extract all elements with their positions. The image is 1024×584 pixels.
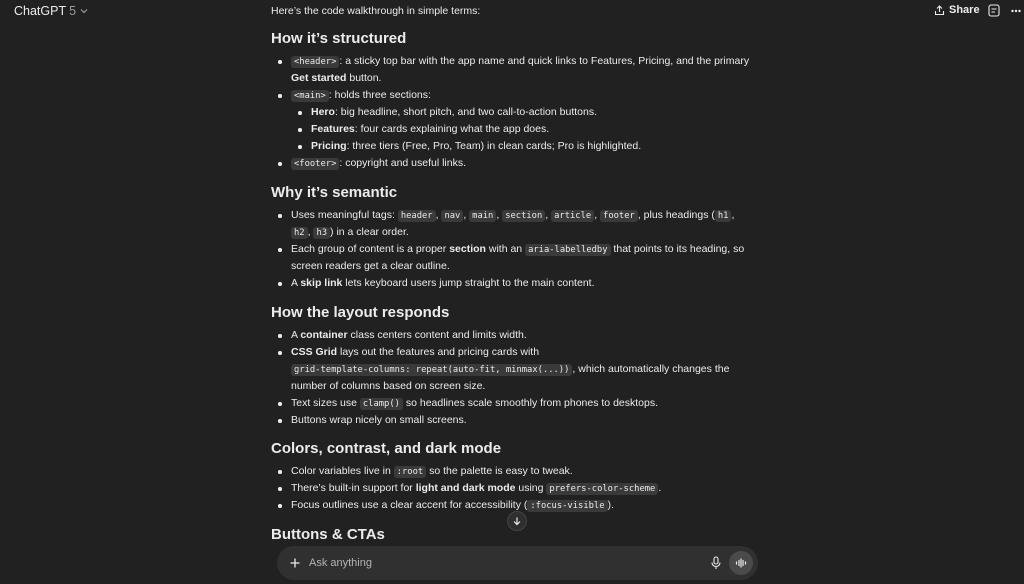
arrow-down-icon [512, 516, 522, 526]
inline-code: prefers-color-scheme [546, 483, 658, 495]
list-item [291, 53, 749, 71]
inline-code: <header> [291, 56, 339, 68]
inline-code: clamp() [360, 398, 403, 410]
list-item [291, 395, 658, 413]
inline-code: h3 [313, 227, 330, 239]
inline-code: section [502, 210, 545, 222]
chevron-down-icon [79, 6, 89, 16]
list-item [291, 241, 744, 259]
text: . [658, 482, 662, 494]
list-item-continuation: h2 , h3 ) in a clear order. [291, 224, 409, 242]
share-button[interactable] [934, 4, 980, 16]
sub-list-item [311, 121, 549, 138]
text: : a sticky top bar with the app name and quick links to Features, Pricing, and the primary [339, 55, 750, 67]
sub-list-item [311, 104, 597, 121]
list-item-continuation: number of columns based on screen size. [291, 380, 486, 392]
composer-input[interactable] [309, 554, 689, 572]
text: lays out the features and pricing cards with [337, 346, 540, 358]
list-item-continuation [291, 70, 381, 87]
text: lets keyboard users jump straight to the main content. [342, 277, 595, 289]
composer [277, 546, 758, 580]
list-item [291, 327, 527, 344]
text: : four cards explaining what the app does. [354, 123, 550, 135]
inline-code: nav [441, 210, 463, 222]
more-icon[interactable] [1011, 9, 1021, 13]
text: with an [485, 243, 526, 255]
list-item [291, 497, 614, 515]
text: class centers content and limits width. [347, 329, 527, 341]
scroll-to-bottom-button[interactable] [507, 511, 527, 531]
notes-icon[interactable] [988, 4, 1000, 17]
text: A [291, 277, 301, 289]
inline-code: <main> [291, 90, 329, 102]
voice-icon [735, 558, 747, 568]
text: There’s built-in support for [291, 482, 416, 494]
share-icon [934, 5, 945, 16]
inline-code: h1 [715, 210, 732, 222]
text: ). [607, 499, 614, 511]
share-label: Share [949, 4, 980, 16]
inline-code: aria-labelledby [525, 244, 610, 256]
intro-text: Here’s the code walkthrough in simple terms: [271, 5, 481, 17]
text: A [291, 329, 301, 341]
text: using [515, 482, 547, 494]
inline-code: main [469, 210, 496, 222]
text: : copyright and useful links. [339, 157, 467, 169]
bold-text: container [300, 329, 348, 341]
heading-structure: How it’s structured [271, 30, 407, 47]
text: so headlines scale smoothly from phones to desktops. [402, 397, 659, 409]
text: , which automatically changes the [572, 363, 730, 375]
list-item [291, 155, 466, 173]
bold-text: Pricing [311, 140, 347, 152]
text: Each group of content is a proper [291, 243, 450, 255]
bold-text: CSS Grid [291, 346, 338, 358]
heading-buttons: Buttons & CTAs [271, 526, 385, 543]
bold-text: Hero [311, 106, 335, 118]
list-item-continuation: screen readers get a clear outline. [291, 260, 450, 272]
bold-text: Get started [291, 72, 347, 84]
text: that points to its heading, so [610, 243, 745, 255]
inline-code: footer [600, 210, 638, 222]
heading-colors: Colors, contrast, and dark mode [271, 440, 502, 457]
inline-code: :focus-visible [527, 500, 607, 512]
inline-code: <footer> [291, 158, 339, 170]
model-version: 5 [69, 4, 77, 18]
plus-icon[interactable] [289, 557, 301, 569]
list-item-continuation [291, 361, 729, 379]
list-item: Uses meaningful tags: header , nav , main , section , article , footer , plus headings ( h1 , [291, 207, 734, 225]
text: Uses meaningful tags: [291, 209, 395, 221]
inline-code: article [551, 210, 594, 222]
text: : holds three sections: [328, 89, 431, 101]
inline-code: h2 [291, 227, 308, 239]
bold-text: light and dark mode [415, 482, 516, 494]
text: : three tiers (Free, Pro, Team) in clean cards; Pro is highlighted. [346, 140, 642, 152]
list-item: Buttons wrap nicely on small screens. [291, 412, 467, 429]
text: , plus headings ( [637, 209, 715, 221]
list-item [291, 463, 573, 481]
list-item [291, 344, 539, 361]
text: so the palette is easy to tweak. [426, 465, 573, 477]
list-item [291, 480, 661, 498]
inline-code: header [398, 210, 436, 222]
text: button. [346, 72, 382, 84]
heading-semantic: Why it’s semantic [271, 184, 398, 201]
model-name: ChatGPT [14, 4, 67, 18]
model-selector[interactable] [14, 4, 89, 18]
bold-text: skip link [300, 277, 343, 289]
inline-code: :root [394, 466, 426, 478]
text: Text sizes use [291, 397, 360, 409]
text: : big headline, short pitch, and two call-to-action buttons. [334, 106, 598, 118]
mic-icon[interactable] [710, 556, 722, 570]
text: ) in a clear order. [330, 226, 409, 238]
top-bar [0, 0, 1024, 22]
text: Color variables live in [291, 465, 394, 477]
list-item [291, 275, 595, 292]
bold-text: section [449, 243, 486, 255]
inline-code: grid-template-columns: repeat(auto-fit, minmax(...)) [291, 364, 572, 376]
bold-text: Features [311, 123, 355, 135]
heading-layout: How the layout responds [271, 304, 450, 321]
list-item [291, 87, 431, 105]
text: Focus outlines use a clear accent for accessibility ( [291, 499, 528, 511]
voice-mode-button[interactable] [729, 551, 753, 575]
sub-list-item [311, 138, 641, 155]
